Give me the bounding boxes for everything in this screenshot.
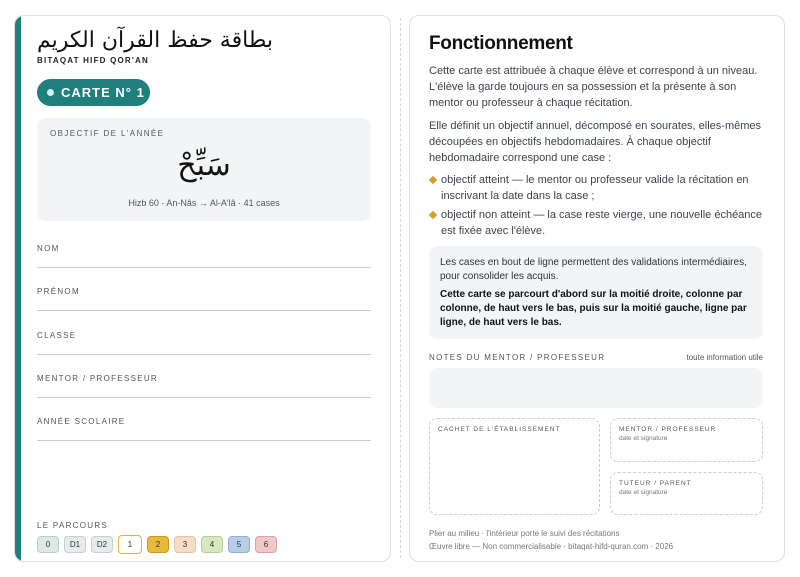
tutor-signature-box[interactable] (610, 472, 763, 515)
info-text: Les cases en bout de ligne permettent des validations intermédiaires, pour consolider les acquis. (440, 257, 747, 282)
parcours-step: D1 (64, 536, 86, 553)
info-box (429, 246, 763, 339)
footer-license: Œuvre libre — Non commercialisable · bitaqat-hifd-quran.com · 2026 (429, 542, 674, 551)
parcours-step: 1 (118, 535, 142, 554)
field-label: NOM (37, 244, 60, 253)
badge-dot-icon (47, 89, 54, 96)
fold-line (400, 18, 401, 558)
notes-field[interactable] (429, 368, 763, 408)
objective-paragraph: Elle définit un objectif annuel, décomposé en sourates, elles-mêmes découpées en objectifs hebdomadaires. À chaque objectif hebdomadaire correspond une case : (429, 120, 762, 164)
parcours-step: 0 (37, 536, 59, 553)
diamond-bullet-icon (429, 176, 437, 184)
intro-paragraph: Cette carte est attribuée à chaque élève et correspond à un niveau. L'élève la garde toujours en sa possession et la présente à son mentor ou professeur à chaque récitation. (429, 65, 758, 109)
parcours-step: 6 (255, 536, 277, 553)
parcours-step: 3 (174, 536, 196, 553)
bullet-achieved (429, 172, 765, 204)
transliteration: BITAQAT HIFD QOR'AN (37, 56, 149, 65)
bullet-text: objectif atteint — le mentor ou professeur valide la récitation en inscrivant la date dans la case ; (441, 174, 749, 202)
parcours-step: D2 (91, 536, 113, 553)
mentor-signature-sub: date et signature (619, 435, 668, 442)
notes-label: NOTES DU MENTOR / PROFESSEUR (429, 353, 606, 362)
page-title: Fonctionnement (429, 33, 573, 54)
stamp-label: CACHET DE L'ÉTABLISSEMENT (438, 426, 561, 433)
field-classe[interactable] (37, 325, 371, 355)
parcours-steps (37, 536, 277, 554)
field-annee-scolaire[interactable] (37, 411, 371, 441)
field-prenom[interactable] (37, 281, 371, 311)
bullet-not-achieved (429, 207, 765, 239)
field-label: MENTOR / PROFESSEUR (37, 374, 159, 383)
objective-surah: سَبِّحْ (177, 148, 231, 183)
bullet-text: objectif non atteint — la case reste vierge, une nouvelle échéance est fixée avec l'élève. (441, 209, 763, 237)
field-label: CLASSE (37, 331, 77, 340)
accent-stripe (15, 16, 21, 561)
info-text-bold: Cette carte se parcourt d'abord sur la moitié droite, colonne par colonne, de haut vers le bas, puis sur la moitié gauche, ligne par ligne, de haut vers le bas. (440, 289, 747, 328)
tutor-signature-title: TUTEUR / PARENT (619, 480, 692, 487)
parcours-step: 5 (228, 536, 250, 553)
field-label: ANNÉE SCOLAIRE (37, 417, 126, 426)
objective-box (37, 118, 371, 221)
field-nom[interactable] (37, 238, 371, 268)
mentor-signature-box[interactable] (610, 418, 763, 462)
arabic-title: بطاقة حفظ القرآن الكريم (37, 28, 273, 53)
field-label: PRÉNOM (37, 287, 80, 296)
parcours-step: 4 (201, 536, 223, 553)
stamp-box[interactable] (429, 418, 600, 515)
mentor-signature-title: MENTOR / PROFESSEUR (619, 426, 717, 433)
objective-label: OBJECTIF DE L'ANNÉE (50, 129, 165, 138)
notes-hint: toute information utile (686, 353, 763, 362)
footer-fold-note: Plier au milieu · l'intérieur porte le suivi des récitations (429, 529, 620, 538)
objective-detail: Hizb 60 · An-Nâs → Al-A'lâ · 41 cases (128, 198, 280, 208)
tutor-signature-sub: date et signature (619, 489, 668, 496)
badge-label: CARTE N° 1 (61, 85, 145, 100)
parcours-label: LE PARCOURS (37, 521, 109, 530)
field-mentor[interactable] (37, 368, 371, 398)
parcours-step: 2 (147, 536, 169, 553)
diamond-bullet-icon (429, 211, 437, 219)
card-number-badge (37, 79, 150, 106)
